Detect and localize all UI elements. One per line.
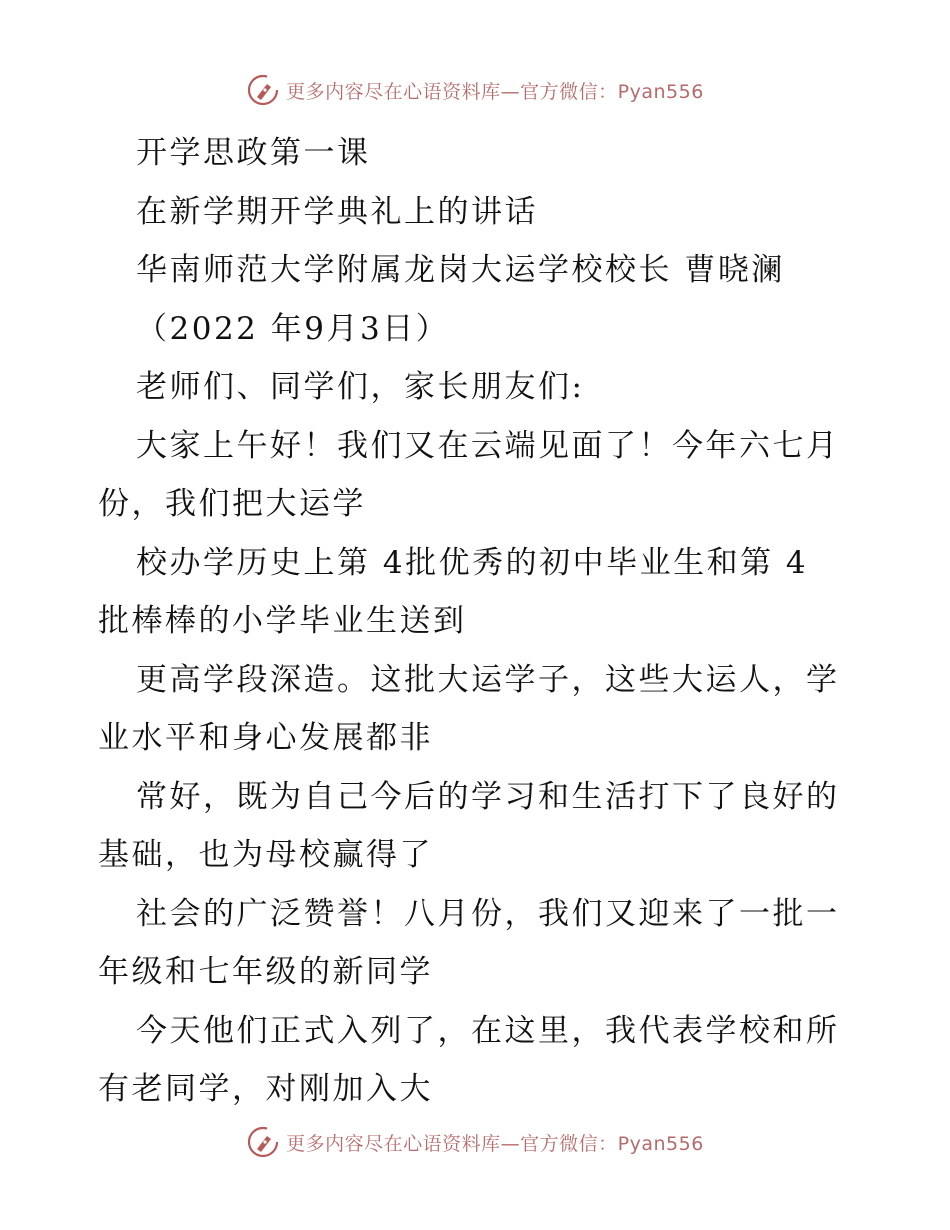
document-body — [98, 124, 858, 1119]
doc-line: 社会的广泛赞誉！八月份，我们又迎来了一批一 — [136, 895, 840, 932]
header-watermark — [0, 70, 950, 110]
doc-line: 校办学历史上第 4批优秀的初中毕业生和第 4 — [136, 544, 809, 581]
watermark-text: 更多内容尽在心语资料库—官方微信：Pyan556 — [286, 80, 704, 103]
watermark-text: 更多内容尽在心语资料库—官方微信：Pyan556 — [286, 1132, 704, 1155]
doc-line: 开学思政第一课 — [136, 135, 371, 171]
doc-line: 批棒棒的小学毕业生送到 — [98, 603, 467, 639]
doc-line: 老师们、同学们，家长朋友们: — [136, 369, 585, 405]
doc-line: 有老同学，对刚加入大 — [98, 1071, 433, 1107]
doc-line: （2022 年9月3日） — [136, 310, 450, 347]
doc-line: 基础，也为母校赢得了 — [98, 837, 433, 873]
doc-line: 今天他们正式入列了，在这里，我代表学校和所 — [136, 1012, 840, 1049]
pen-nib-logo-icon — [246, 73, 280, 107]
doc-line: 业水平和身心发展都非 — [98, 720, 433, 756]
doc-line: 华南师范大学附属龙岗大运学校校长 曹晓澜 — [136, 252, 785, 288]
footer-watermark — [0, 1122, 950, 1162]
doc-line: 更高学段深造。这批大运学子，这些大运人，学 — [136, 661, 840, 698]
doc-line: 份，我们把大运学 — [98, 486, 366, 522]
doc-line: 常好，既为自己今后的学习和生活打下了良好的 — [136, 778, 840, 815]
doc-line: 年级和七年级的新同学 — [98, 954, 433, 990]
doc-line: 大家上午好！我们又在云端见面了！今年六七月 — [136, 427, 840, 464]
doc-line: 在新学期开学典礼上的讲话 — [136, 193, 538, 230]
pen-nib-logo-icon — [246, 1125, 280, 1159]
